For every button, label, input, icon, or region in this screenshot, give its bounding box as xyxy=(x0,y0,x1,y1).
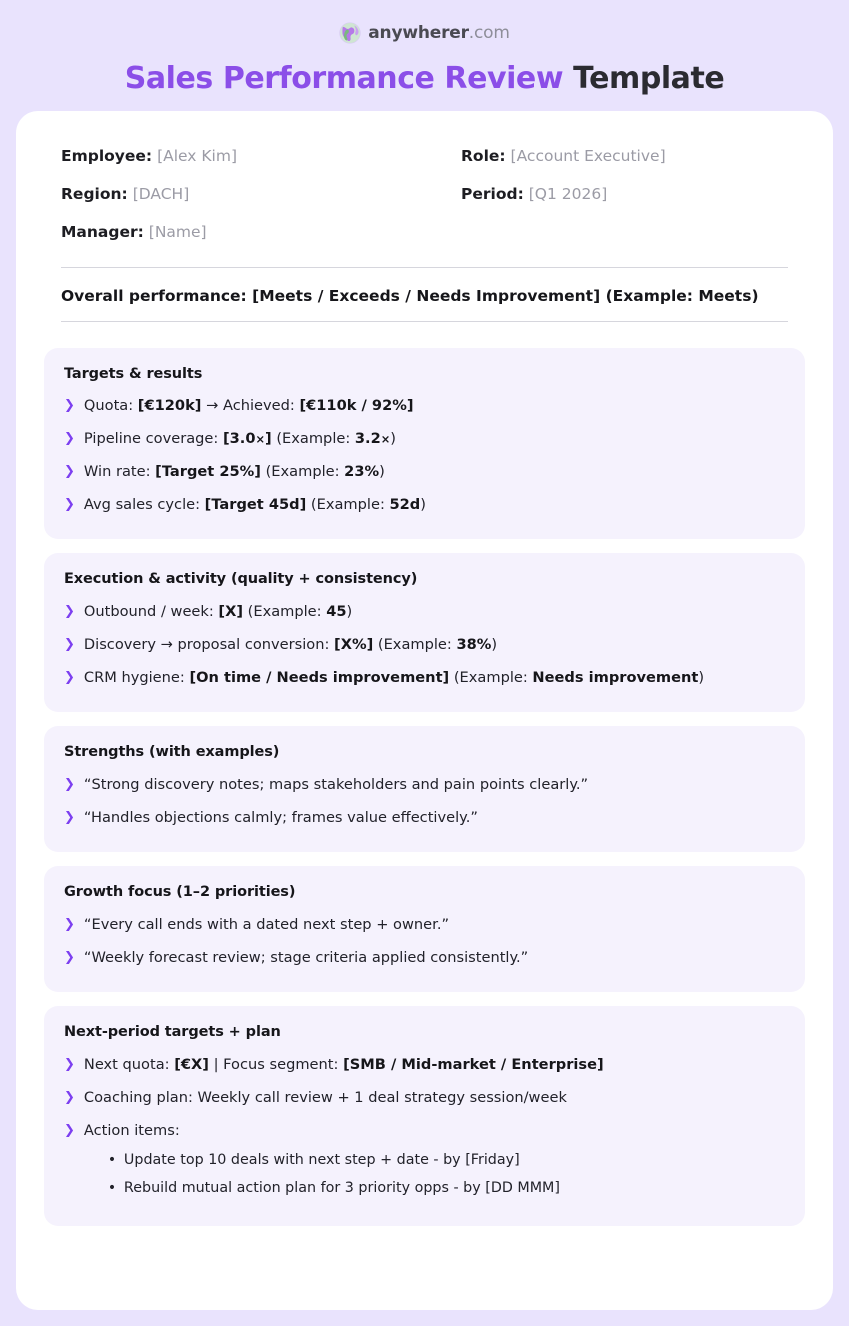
page-title xyxy=(16,62,833,95)
meta-role-value: [Account Executive] xyxy=(510,147,666,165)
sections-container xyxy=(44,348,805,1227)
list-item-text: Avg sales cycle: [Target 45d] (Example: 52d) xyxy=(83,496,426,514)
chevron-right-icon: ❯ xyxy=(64,777,75,793)
chevron-right-icon: ❯ xyxy=(64,670,75,686)
list-item xyxy=(64,422,785,455)
list-item xyxy=(64,908,785,941)
brand-name xyxy=(368,22,510,43)
list-item-text: Quota: [€120k] → Achieved: [€110k / 92%] xyxy=(83,397,414,415)
chevron-right-icon: ❯ xyxy=(64,916,75,932)
list-item xyxy=(64,455,785,488)
meta-region xyxy=(61,175,461,213)
list-item-text: Win rate: [Target 25%] (Example: 23%) xyxy=(83,463,385,481)
overall-performance: Overall performance: [Meets / Exceeds / Needs Improvement] (Example: Meets) xyxy=(61,287,759,305)
section-card xyxy=(44,1006,805,1226)
globe-icon xyxy=(339,22,361,44)
list-item xyxy=(64,628,785,661)
meta-role-label: Role: xyxy=(461,147,506,165)
list-item xyxy=(64,1114,785,1208)
brand-name-tld: .com xyxy=(468,22,510,43)
section-title: Targets & results xyxy=(64,365,203,382)
list-item-text: Outbound / week: [X] (Example: 45) xyxy=(83,603,353,621)
chevron-right-icon: ❯ xyxy=(64,1056,75,1072)
list-item-text: Pipeline coverage: [3.0×] (Example: 3.2×) xyxy=(83,430,396,448)
brand-logo xyxy=(16,18,833,48)
chevron-right-icon: ❯ xyxy=(64,464,75,480)
action-items-sublist xyxy=(84,1147,785,1202)
list-item-text: Discovery → proposal conversion: [X%] (Example: 38%) xyxy=(83,636,498,654)
action-item: • Rebuild mutual action plan for 3 priority opps - by [DD MMM] xyxy=(108,1175,785,1202)
list-item-text: Action items: • Update top 10 deals with next step + date - by [Friday] • Rebuild mutual action plan for 3 priority opps - by [DD MMM] xyxy=(84,1121,785,1202)
list-item xyxy=(64,389,785,422)
chevron-right-icon: ❯ xyxy=(64,1089,75,1105)
chevron-right-icon: ❯ xyxy=(64,810,75,826)
section-title: Strengths (with examples) xyxy=(64,744,280,761)
list-item xyxy=(64,661,785,694)
meta-employee-value: [Alex Kim] xyxy=(157,147,237,165)
meta-period-label: Period: xyxy=(461,185,524,203)
list-item-text: “Handles objections calmly; frames value effectively.” xyxy=(83,809,478,827)
list-item xyxy=(64,1081,785,1114)
meta-manager xyxy=(61,213,461,251)
meta-employee-label: Employee: xyxy=(61,147,153,165)
chevron-right-icon: ❯ xyxy=(64,431,75,447)
meta-period-value: [Q1 2026] xyxy=(528,185,608,203)
meta-manager-value: [Name] xyxy=(148,223,207,241)
list-item-text: “Strong discovery notes; maps stakeholders and pain points clearly.” xyxy=(83,776,589,794)
list-item xyxy=(64,941,785,974)
chevron-right-icon: ❯ xyxy=(64,497,75,513)
list-item xyxy=(64,768,785,801)
list-item-text: Next quota: [€X] | Focus segment: [SMB / Mid-market / Enterprise] xyxy=(83,1055,604,1073)
section-card xyxy=(44,553,805,712)
section-card xyxy=(44,726,805,852)
list-item-text: Coaching plan: Weekly call review + 1 deal strategy session/week xyxy=(83,1088,567,1106)
divider-bottom xyxy=(61,321,788,322)
list-item xyxy=(64,1048,785,1081)
chevron-right-icon: ❯ xyxy=(64,398,75,414)
document-sheet xyxy=(16,111,833,1310)
section-title: Growth focus (1–2 priorities) xyxy=(64,884,296,901)
chevron-right-icon: ❯ xyxy=(64,949,75,965)
list-item-text: “Weekly forecast review; stage criteria applied consistently.” xyxy=(83,948,529,966)
brand-name-bold: anywherer xyxy=(368,22,469,43)
list-item-text: CRM hygiene: [On time / Needs improvement] (Example: Needs improvement) xyxy=(83,669,705,687)
list-item xyxy=(64,801,785,834)
page-title-rest: Template xyxy=(563,61,725,96)
section-title: Next-period targets + plan xyxy=(64,1023,281,1040)
list-item xyxy=(64,488,785,521)
chevron-right-icon: ❯ xyxy=(64,1122,75,1138)
chevron-right-icon: ❯ xyxy=(64,637,75,653)
action-item: • Update top 10 deals with next step + date - by [Friday] xyxy=(108,1147,785,1174)
section-card xyxy=(44,866,805,992)
meta-region-label: Region: xyxy=(61,185,128,203)
page-title-accent: Sales Performance Review xyxy=(124,61,564,96)
meta-role xyxy=(461,137,788,175)
list-item-text: “Every call ends with a dated next step + owner.” xyxy=(83,915,450,933)
meta-period xyxy=(461,175,788,213)
section-card xyxy=(44,348,805,540)
section-title: Execution & activity (quality + consistency) xyxy=(64,571,418,588)
meta-grid xyxy=(44,137,805,251)
meta-region-value: [DACH] xyxy=(132,185,190,203)
list-item xyxy=(64,595,785,628)
chevron-right-icon: ❯ xyxy=(64,604,75,620)
meta-employee xyxy=(61,137,461,175)
meta-manager-label: Manager: xyxy=(61,223,144,241)
